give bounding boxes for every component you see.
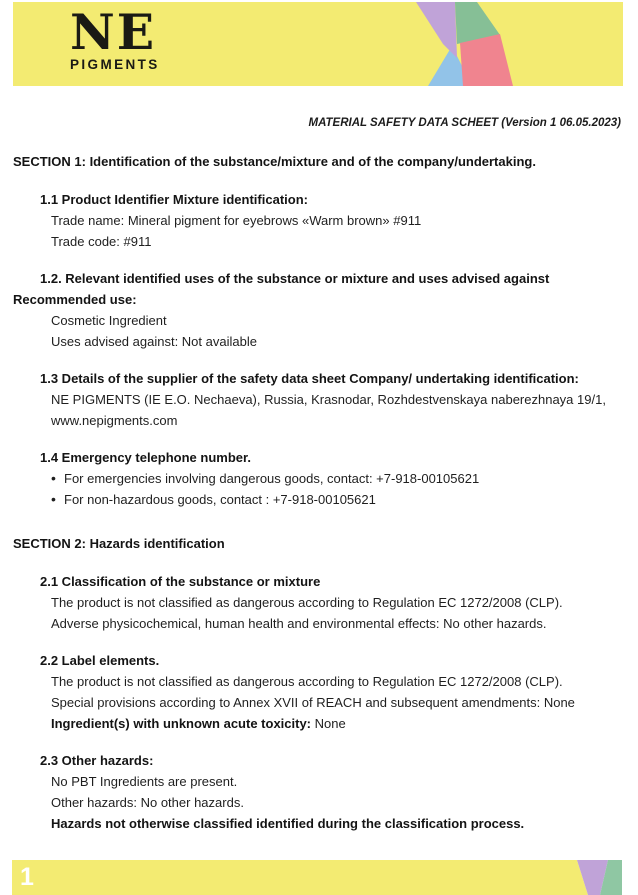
page-number: 1: [20, 863, 34, 891]
label-elements-line-2: Special provisions according to Annex XVII of REACH and subsequent amendments: None: [51, 695, 575, 710]
block-1-2-heading-line1: 1.2. Relevant identified uses of the substance or mixture and uses advised against: [40, 271, 550, 286]
header-geometric-decoration: [353, 2, 583, 86]
other-hazards-line-3: Hazards not otherwise classified identified during the classification process.: [51, 816, 525, 831]
block-1-1-heading: 1.1 Product Identifier Mixture identification:: [40, 192, 308, 207]
section-1-heading: SECTION 1: Identification of the substance/mixture and of the company/undertaking.: [13, 154, 536, 169]
footer-geometric-decoration: [12, 860, 622, 895]
block-1-4-heading: 1.4 Emergency telephone number.: [40, 450, 251, 465]
header-banner: [13, 2, 623, 86]
classification-line-1: The product is not classified as dangerous according to Regulation EC 1272/2008 (CLP).: [51, 595, 563, 610]
acute-toxicity-value: None: [311, 716, 346, 731]
document-body: [13, 151, 624, 850]
block-1-3: [40, 368, 624, 431]
logo-sub-text: PIGMENTS: [70, 57, 160, 72]
block-2-3: [40, 750, 624, 834]
emergency-contacts-list: [51, 468, 624, 510]
footer-banner: [12, 860, 622, 895]
label-elements-line-1: The product is not classified as dangerous according to Regulation EC 1272/2008 (CLP).: [51, 674, 563, 689]
supplier-details-text: NE PIGMENTS (IE E.O. Nechaeva), Russia, Krasnodar, Rozhdestvenskaya naberezhnaya 19/1, www.nepigments.com: [51, 392, 606, 428]
block-2-2: [40, 650, 624, 734]
label-elements-line-3: [51, 713, 624, 734]
block-2-3-heading: 2.3 Other hazards:: [40, 753, 154, 768]
pink-quad-shape: [460, 34, 513, 86]
block-1-2-heading-line2: Recommended use:: [13, 292, 137, 307]
block-2-2-heading: 2.2 Label elements.: [40, 653, 160, 668]
section-2-heading: SECTION 2: Hazards identification: [13, 536, 225, 551]
recommended-use-line: Cosmetic Ingredient: [51, 313, 167, 328]
block-1-2: [13, 268, 624, 352]
footer-yellow-bar-shape: [12, 860, 588, 895]
trade-code-line: Trade code: #911: [51, 234, 152, 249]
block-1-4: [40, 447, 624, 510]
block-2-1-heading: 2.1 Classification of the substance or mixture: [40, 574, 321, 589]
logo-main-text: NE: [70, 3, 157, 61]
uses-advised-line: Uses advised against: Not available: [51, 334, 257, 349]
document-title: MATERIAL SAFETY DATA SCHEET (Version 1 06.05.2023): [308, 117, 621, 129]
ne-pigments-logo: [70, 3, 160, 72]
acute-toxicity-label: Ingredient(s) with unknown acute toxicity:: [51, 716, 312, 731]
classification-line-2: Adverse physicochemical, human health and environmental effects: No other hazards.: [51, 616, 547, 631]
block-1-1: [40, 189, 624, 252]
block-2-1: [40, 571, 624, 634]
block-1-3-heading: 1.3 Details of the supplier of the safety data sheet Company/ undertaking identification:: [40, 371, 579, 386]
trade-name-line: Trade name: Mineral pigment for eyebrows «Warm brown» #911: [51, 213, 422, 228]
other-hazards-line-1: No PBT Ingredients are present.: [51, 774, 238, 789]
emergency-contact-item: • For emergencies involving dangerous goods, contact: +7-918-00105621: [51, 468, 624, 489]
other-hazards-line-2: Other hazards: No other hazards.: [51, 795, 244, 810]
lavender-wedge-shape: [416, 2, 457, 58]
non-hazardous-contact-item: • For non-hazardous goods, contact : +7-918-00105621: [51, 489, 624, 510]
